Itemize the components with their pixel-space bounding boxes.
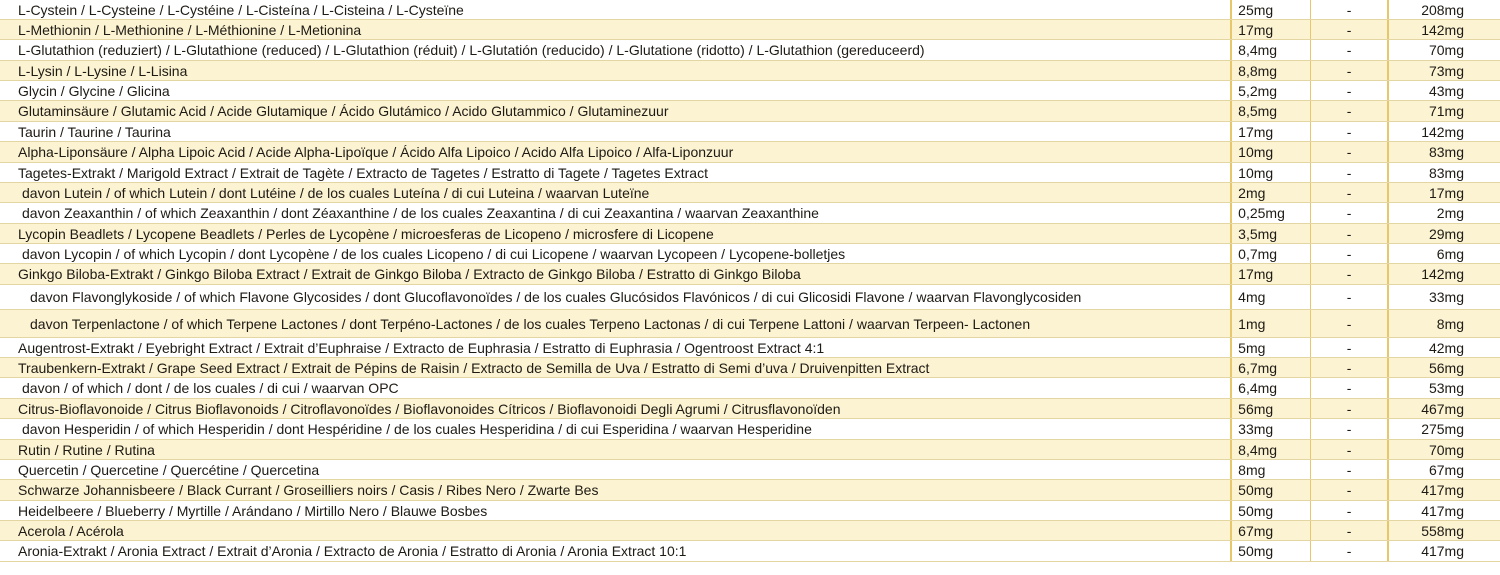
nrv-dash: -	[1310, 440, 1387, 459]
amount-per-serving: 50mg	[1230, 501, 1310, 520]
ingredient-name: davon Terpenlactone / of which Terpene Lactones / dont Terpéno-Lactones / de los cuales Terpeno Lactonas / di cui Terpene Lattoni / waarvan Terpeen- Lactonen	[30, 315, 1031, 332]
ingredient-name: Rutin / Rutine / Rutina	[18, 441, 155, 458]
nrv-dash: -	[1310, 285, 1387, 309]
amount-total: 71mg	[1387, 101, 1500, 121]
nrv-dash: -	[1310, 81, 1387, 100]
table-row	[0, 378, 1500, 399]
amount-total: 8mg	[1387, 310, 1500, 337]
table-row	[0, 183, 1500, 203]
amount-per-serving: 56mg	[1230, 399, 1310, 418]
amount-per-serving: 8,8mg	[1230, 61, 1310, 80]
table-row	[0, 163, 1500, 183]
amount-per-serving: 17mg	[1230, 20, 1310, 39]
amount-per-serving: 33mg	[1230, 419, 1310, 439]
table-row	[0, 460, 1500, 480]
amount-total: 417mg	[1387, 480, 1500, 500]
ingredient-name: Augentrost-Extrakt / Eyebright Extract / Extrait d’Euphraise / Extracto de Euphrasia / Estratto di Euphrasia / Ogentroost Extract 4:1	[18, 339, 825, 356]
ingredient-name: davon / of which / dont / de los cuales / di cui / waarvan OPC	[22, 380, 399, 396]
nrv-dash: -	[1310, 541, 1387, 561]
amount-per-serving: 25mg	[1230, 0, 1310, 19]
table-row	[0, 20, 1500, 40]
table-row	[0, 541, 1500, 562]
table-row	[0, 142, 1500, 163]
ingredient-name: L-Lysin / L-Lysine / L-Lisina	[18, 62, 188, 79]
ingredient-name: Aronia-Extrakt / Aronia Extract / Extrait d’Aronia / Extracto de Aronia / Estratto di Aronia / Aronia Extract 10:1	[18, 543, 687, 559]
amount-per-serving: 3,5mg	[1230, 224, 1310, 243]
table-row	[0, 358, 1500, 378]
amount-per-serving: 8,4mg	[1230, 440, 1310, 459]
amount-total: 42mg	[1387, 338, 1500, 357]
amount-total: 70mg	[1387, 40, 1500, 60]
ingredient-name: Schwarze Johannisbeere / Black Currant / Groseilliers noirs / Casis / Ribes Nero / Zwarte Bes	[18, 482, 599, 498]
ingredient-name: Alpha-Liponsäure / Alpha Lipoic Acid / Acide Alpha-Lipoïque / Ácido Alfa Lipoico / Acido Alfa Lipoico / Alfa-Liponzuur	[18, 144, 734, 160]
table-row	[0, 338, 1500, 358]
ingredient-name: L-Glutathion (reduziert) / L-Glutathione (reduced) / L-Glutathion (réduit) / L-Glutatión (reducido) / L-Glutatione (ridotto) / L-Glutathion (gereduceerd)	[18, 42, 925, 58]
table-row	[0, 264, 1500, 285]
nrv-dash: -	[1310, 501, 1387, 520]
table-row	[0, 310, 1500, 338]
amount-per-serving: 8,5mg	[1230, 101, 1310, 121]
nrv-dash: -	[1310, 183, 1387, 202]
amount-per-serving: 6,4mg	[1230, 378, 1310, 398]
amount-per-serving: 1mg	[1230, 310, 1310, 337]
amount-total: 70mg	[1387, 440, 1500, 459]
ingredient-name: L-Cystein / L-Cysteine / L-Cystéine / L-Cisteína / L-Cisteina / L-Cysteïne	[18, 1, 464, 18]
ingredient-name: Tagetes-Extrakt / Marigold Extract / Extrait de Tagète / Extracto de Tagetes / Estratto di Tagete / Tagetes Extract	[18, 164, 708, 181]
table-row	[0, 440, 1500, 460]
nrv-dash: -	[1310, 224, 1387, 243]
table-row	[0, 244, 1500, 264]
amount-total: 29mg	[1387, 224, 1500, 243]
amount-total: 6mg	[1387, 244, 1500, 263]
nrv-dash: -	[1310, 480, 1387, 500]
table-row	[0, 122, 1500, 142]
nrv-dash: -	[1310, 163, 1387, 182]
amount-per-serving: 0,25mg	[1230, 203, 1310, 223]
ingredient-name: davon Flavonglykoside / of which Flavone Glycosides / dont Glucoflavonoïdes / de los cuales Glucósidos Flavónicos / di cui Glicosidi Flavone / waarvan Flavonglycosiden	[30, 289, 1082, 305]
amount-total: 208mg	[1387, 0, 1500, 19]
nrv-dash: -	[1310, 244, 1387, 263]
ingredient-name: Citrus-Bioflavonoide / Citrus Bioflavonoids / Citroflavonoïdes / Bioflavonoides Cítricos / Bioflavonoidi Degli Agrumi / Citrusflavonoïden	[18, 400, 841, 417]
amount-per-serving: 50mg	[1230, 480, 1310, 500]
amount-per-serving: 10mg	[1230, 163, 1310, 182]
amount-total: 2mg	[1387, 203, 1500, 223]
nrv-dash: -	[1310, 61, 1387, 80]
table-row	[0, 285, 1500, 310]
nrv-dash: -	[1310, 203, 1387, 223]
ingredient-name: Traubenkern-Extrakt / Grape Seed Extract / Extrait de Pépins de Raisin / Extracto de Semilla de Uva / Estratto di Semi d’uva / Druivenpitten Extract	[18, 359, 930, 376]
nrv-dash: -	[1310, 264, 1387, 284]
ingredient-name: Taurin / Taurine / Taurina	[18, 123, 171, 140]
ingredient-name: L-Methionin / L-Methionine / L-Méthionine / L-Metionina	[18, 21, 362, 38]
table-row	[0, 224, 1500, 244]
nrv-dash: -	[1310, 0, 1387, 19]
amount-total: 53mg	[1387, 378, 1500, 398]
amount-total: 275mg	[1387, 419, 1500, 439]
amount-total: 142mg	[1387, 122, 1500, 141]
ingredient-name: Ginkgo Biloba-Extrakt / Ginkgo Biloba Extract / Extrait de Ginkgo Biloba / Extracto de Ginkgo Biloba / Estratto di Ginkgo Biloba	[18, 266, 801, 282]
amount-per-serving: 67mg	[1230, 521, 1310, 540]
nrv-dash: -	[1310, 40, 1387, 60]
amount-per-serving: 50mg	[1230, 541, 1310, 561]
ingredient-name: Acerola / Acérola	[18, 522, 124, 539]
amount-per-serving: 17mg	[1230, 122, 1310, 141]
amount-total: 467mg	[1387, 399, 1500, 418]
table-row	[0, 501, 1500, 521]
amount-per-serving: 2mg	[1230, 183, 1310, 202]
nrv-dash: -	[1310, 399, 1387, 418]
table-row	[0, 521, 1500, 541]
amount-per-serving: 10mg	[1230, 142, 1310, 162]
ingredient-name: Quercetin / Quercetine / Quercétine / Quercetina	[18, 461, 320, 478]
table-row	[0, 40, 1500, 61]
table-row	[0, 203, 1500, 224]
amount-total: 142mg	[1387, 20, 1500, 39]
nrv-dash: -	[1310, 419, 1387, 439]
nrv-dash: -	[1310, 310, 1387, 337]
amount-per-serving: 4mg	[1230, 285, 1310, 309]
nrv-dash: -	[1310, 142, 1387, 162]
table-row	[0, 101, 1500, 122]
amount-total: 17mg	[1387, 183, 1500, 202]
nrv-dash: -	[1310, 101, 1387, 121]
amount-per-serving: 5,2mg	[1230, 81, 1310, 100]
table-row	[0, 419, 1500, 440]
nrv-dash: -	[1310, 378, 1387, 398]
ingredient-name: davon Hesperidin / of which Hesperidin / dont Hespéridine / de los cuales Hesperidina / di cui Esperidina / waarvan Hesperidine	[22, 421, 812, 437]
amount-total: 43mg	[1387, 81, 1500, 100]
amount-total: 56mg	[1387, 358, 1500, 377]
ingredient-name: davon Lycopin / of which Lycopin / dont Lycopène / de los cuales Licopeno / di cui Licopene / waarvan Lycopeen / Lycopene-bolletjes	[22, 245, 846, 262]
table-row	[0, 81, 1500, 101]
amount-per-serving: 8,4mg	[1230, 40, 1310, 60]
amount-total: 83mg	[1387, 163, 1500, 182]
amount-total: 73mg	[1387, 61, 1500, 80]
ingredient-name: davon Lutein / of which Lutein / dont Lutéine / de los cuales Luteína / di cui Luteina / waarvan Luteïne	[22, 184, 650, 201]
amount-per-serving: 6,7mg	[1230, 358, 1310, 377]
table-row	[0, 399, 1500, 419]
amount-total: 417mg	[1387, 541, 1500, 561]
amount-total: 33mg	[1387, 285, 1500, 309]
ingredient-name: davon Zeaxanthin / of which Zeaxanthin / dont Zéaxanthine / de los cuales Zeaxantina / di cui Zeaxantina / waarvan Zeaxanthine	[22, 205, 819, 221]
amount-per-serving: 17mg	[1230, 264, 1310, 284]
nrv-dash: -	[1310, 460, 1387, 479]
nrv-dash: -	[1310, 358, 1387, 377]
amount-per-serving: 5mg	[1230, 338, 1310, 357]
amount-total: 142mg	[1387, 264, 1500, 284]
nrv-dash: -	[1310, 122, 1387, 141]
ingredient-name: Heidelbeere / Blueberry / Myrtille / Arándano / Mirtillo Nero / Blauwe Bosbes	[18, 502, 488, 519]
table-row	[0, 480, 1500, 501]
nrv-dash: -	[1310, 20, 1387, 39]
table-row	[0, 0, 1500, 20]
amount-total: 67mg	[1387, 460, 1500, 479]
amount-total: 558mg	[1387, 521, 1500, 540]
nrv-dash: -	[1310, 338, 1387, 357]
amount-total: 83mg	[1387, 142, 1500, 162]
ingredient-name: Lycopin Beadlets / Lycopene Beadlets / Perles de Lycopène / microesferas de Licopeno / microsfere di Licopene	[18, 225, 714, 242]
amount-total: 417mg	[1387, 501, 1500, 520]
table-row	[0, 61, 1500, 81]
ingredient-name: Glutaminsäure / Glutamic Acid / Acide Glutamique / Ácido Glutámico / Acido Glutammico / Glutaminezuur	[18, 103, 669, 119]
amount-per-serving: 0,7mg	[1230, 244, 1310, 263]
ingredient-name: Glycin / Glycine / Glicina	[18, 82, 170, 99]
amount-per-serving: 8mg	[1230, 460, 1310, 479]
nrv-dash: -	[1310, 521, 1387, 540]
